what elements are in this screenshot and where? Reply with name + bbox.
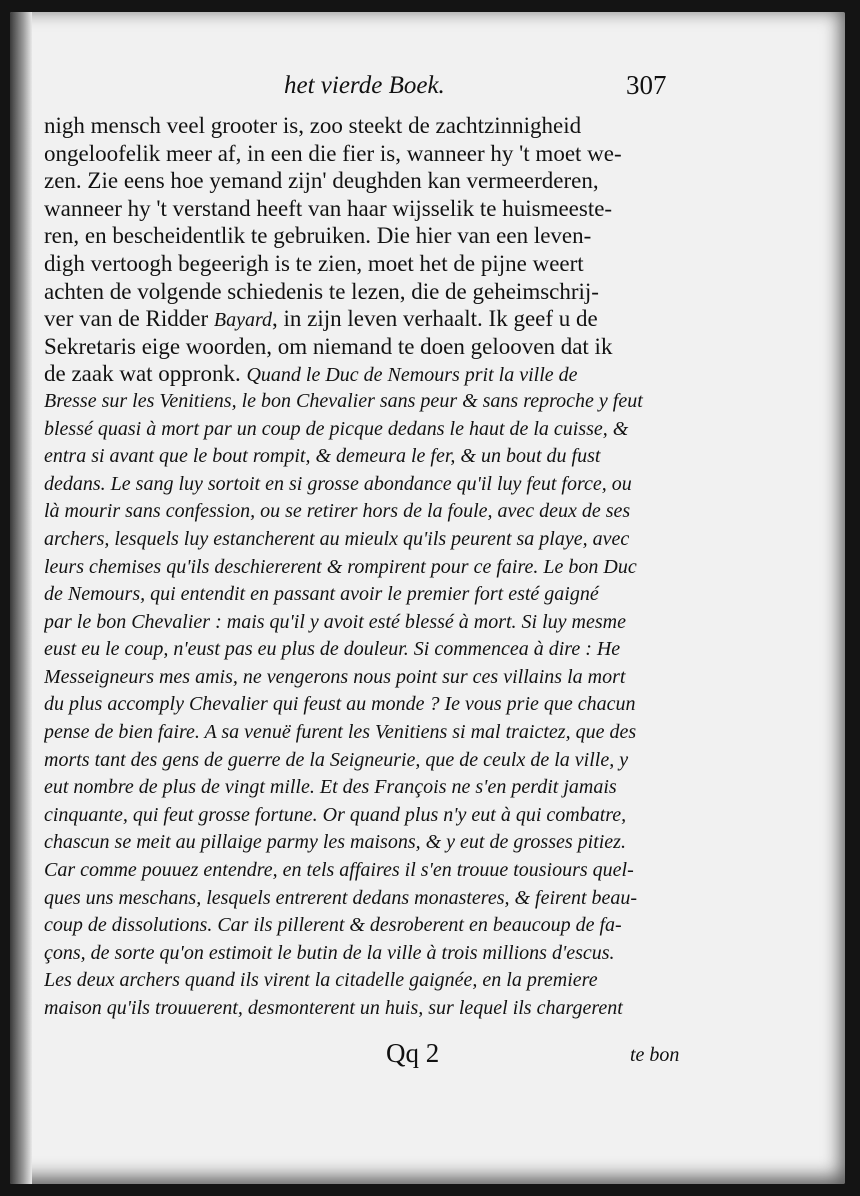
text-line-mixed: [44, 305, 699, 333]
quote-line: eust eu le coup, n'eust pas eu plus de douleur. Si commencea à dire : He: [44, 638, 621, 661]
quote-line: maison qu'ils trouuerent, desmonterent un huis, sur lequel ils chargerent: [44, 997, 623, 1019]
quote-line: par le bon Chevalier : mais qu'il y avoit esté blessé à mort. Si luy mesme: [44, 610, 626, 633]
quote-line: eut nombre de plus de vingt mille. Et des François ne s'en perdit jamais: [44, 776, 617, 799]
name-bayard: Bayard: [213, 309, 273, 332]
page-footer: [10, 1034, 845, 1074]
text-line: digh vertoogh begeerigh is te zien, moet het de pijne weert: [44, 250, 584, 276]
text-line: Sekretaris eige woorden, om niemand te doen gelooven dat ik: [44, 333, 613, 359]
running-head: het vierde Boek.: [284, 72, 445, 99]
text-line-mixed: [44, 360, 699, 388]
text-line: wanneer hy 't verstand heeft van haar wijsselik te huismeeste-: [44, 195, 613, 221]
page-header: [10, 68, 845, 108]
quote-line: archers, lesquels luy estancherent au mieulx qu'ils peurent sa playe, avec: [44, 527, 630, 550]
catchword: te bon: [630, 1044, 680, 1066]
quote-line: de Nemours, qui entendit en passant avoir le premier fort esté gaigné: [44, 583, 599, 606]
quote-line: coup de dissolutions. Car ils pillerent & desroberent en beaucoup de fa-: [44, 914, 622, 937]
quote-line: chascun se meit au pillaige parmy les maisons, & y eut de grosses pitiez.: [44, 831, 626, 854]
quote-line: Messeigneurs mes amis, ne vengerons nous point sur ces villains la mort: [44, 665, 626, 688]
quote-line: pense de bien faire. A sa venuë furent les Venitiens si mal traictez, que des: [44, 721, 637, 744]
quote-line: blessé quasi à mort par un coup de picque dedans le haut de la cuisse, &: [44, 417, 629, 440]
binding-gutter: [10, 12, 32, 1184]
quote-line: cinquante, qui feut grosse fortune. Or quand plus n'y eut à qui combatre,: [44, 803, 627, 826]
text-line: zen. Zie eens hoe yemand zijn' deughden kan vermeerderen,: [44, 168, 599, 194]
text-segment: ver van de Ridder: [44, 306, 214, 332]
text-line: ren, en bescheidentlik te gebruiken. Die hier van een leven-: [44, 223, 592, 249]
quote-line: là mourir sans confession, ou se retirer hors de la foule, avec deux de ses: [44, 500, 631, 523]
quote-line: çons, de sorte qu'on estimoit le butin de la ville à trois millions d'escus.: [44, 941, 615, 964]
quote-line: Car comme pouuez entendre, en tels affaires il s'en trouue tousiours quel-: [44, 859, 634, 882]
text-line: ongeloofelik meer af, in een die fier is, wanneer hy 't moet we-: [44, 140, 622, 166]
quote-line: du plus accomply Chevalier qui feust au monde ? Ie vous prie que chacun: [44, 693, 636, 716]
quote-line: ques uns meschans, lesquels entrerent dedans monasteres, & feirent beau-: [44, 886, 638, 909]
quote-line: entra si avant que le bout rompit, & demeura le fer, & un bout du fust: [44, 445, 601, 468]
quote-line: leurs chemises qu'ils deschiererent & rompirent pour ce faire. Le bon Duc: [44, 555, 637, 578]
body-text: [44, 112, 699, 1023]
quote-line: Les deux archers quand ils virent la citadelle gaignée, en la premiere: [44, 969, 598, 992]
page-number: 307: [626, 70, 667, 100]
french-quote-start: Quand le Duc de Nemours prit la ville de: [246, 364, 578, 387]
quote-line: dedans. Le sang luy sortoit en si grosse abondance qu'il luy feut force, ou: [44, 472, 632, 495]
signature-mark: Qq 2: [386, 1038, 440, 1068]
quote-line: Bresse sur les Venitiens, le bon Chevalier sans peur & sans reproche y feut: [44, 389, 643, 412]
text-segment: , in zijn leven verhaalt. Ik geef u de: [272, 306, 598, 332]
text-segment: de zaak wat oppronk.: [44, 361, 247, 387]
text-line: achten de volgende schiedenis te lezen, die de geheimschrij-: [44, 278, 599, 304]
text-line: nigh mensch veel grooter is, zoo steekt de zachtzinnigheid: [44, 113, 582, 138]
quote-line: morts tant des gens de guerre de la Seigneurie, que de ceulx de la ville, y: [44, 748, 629, 771]
book-page: [10, 12, 845, 1184]
